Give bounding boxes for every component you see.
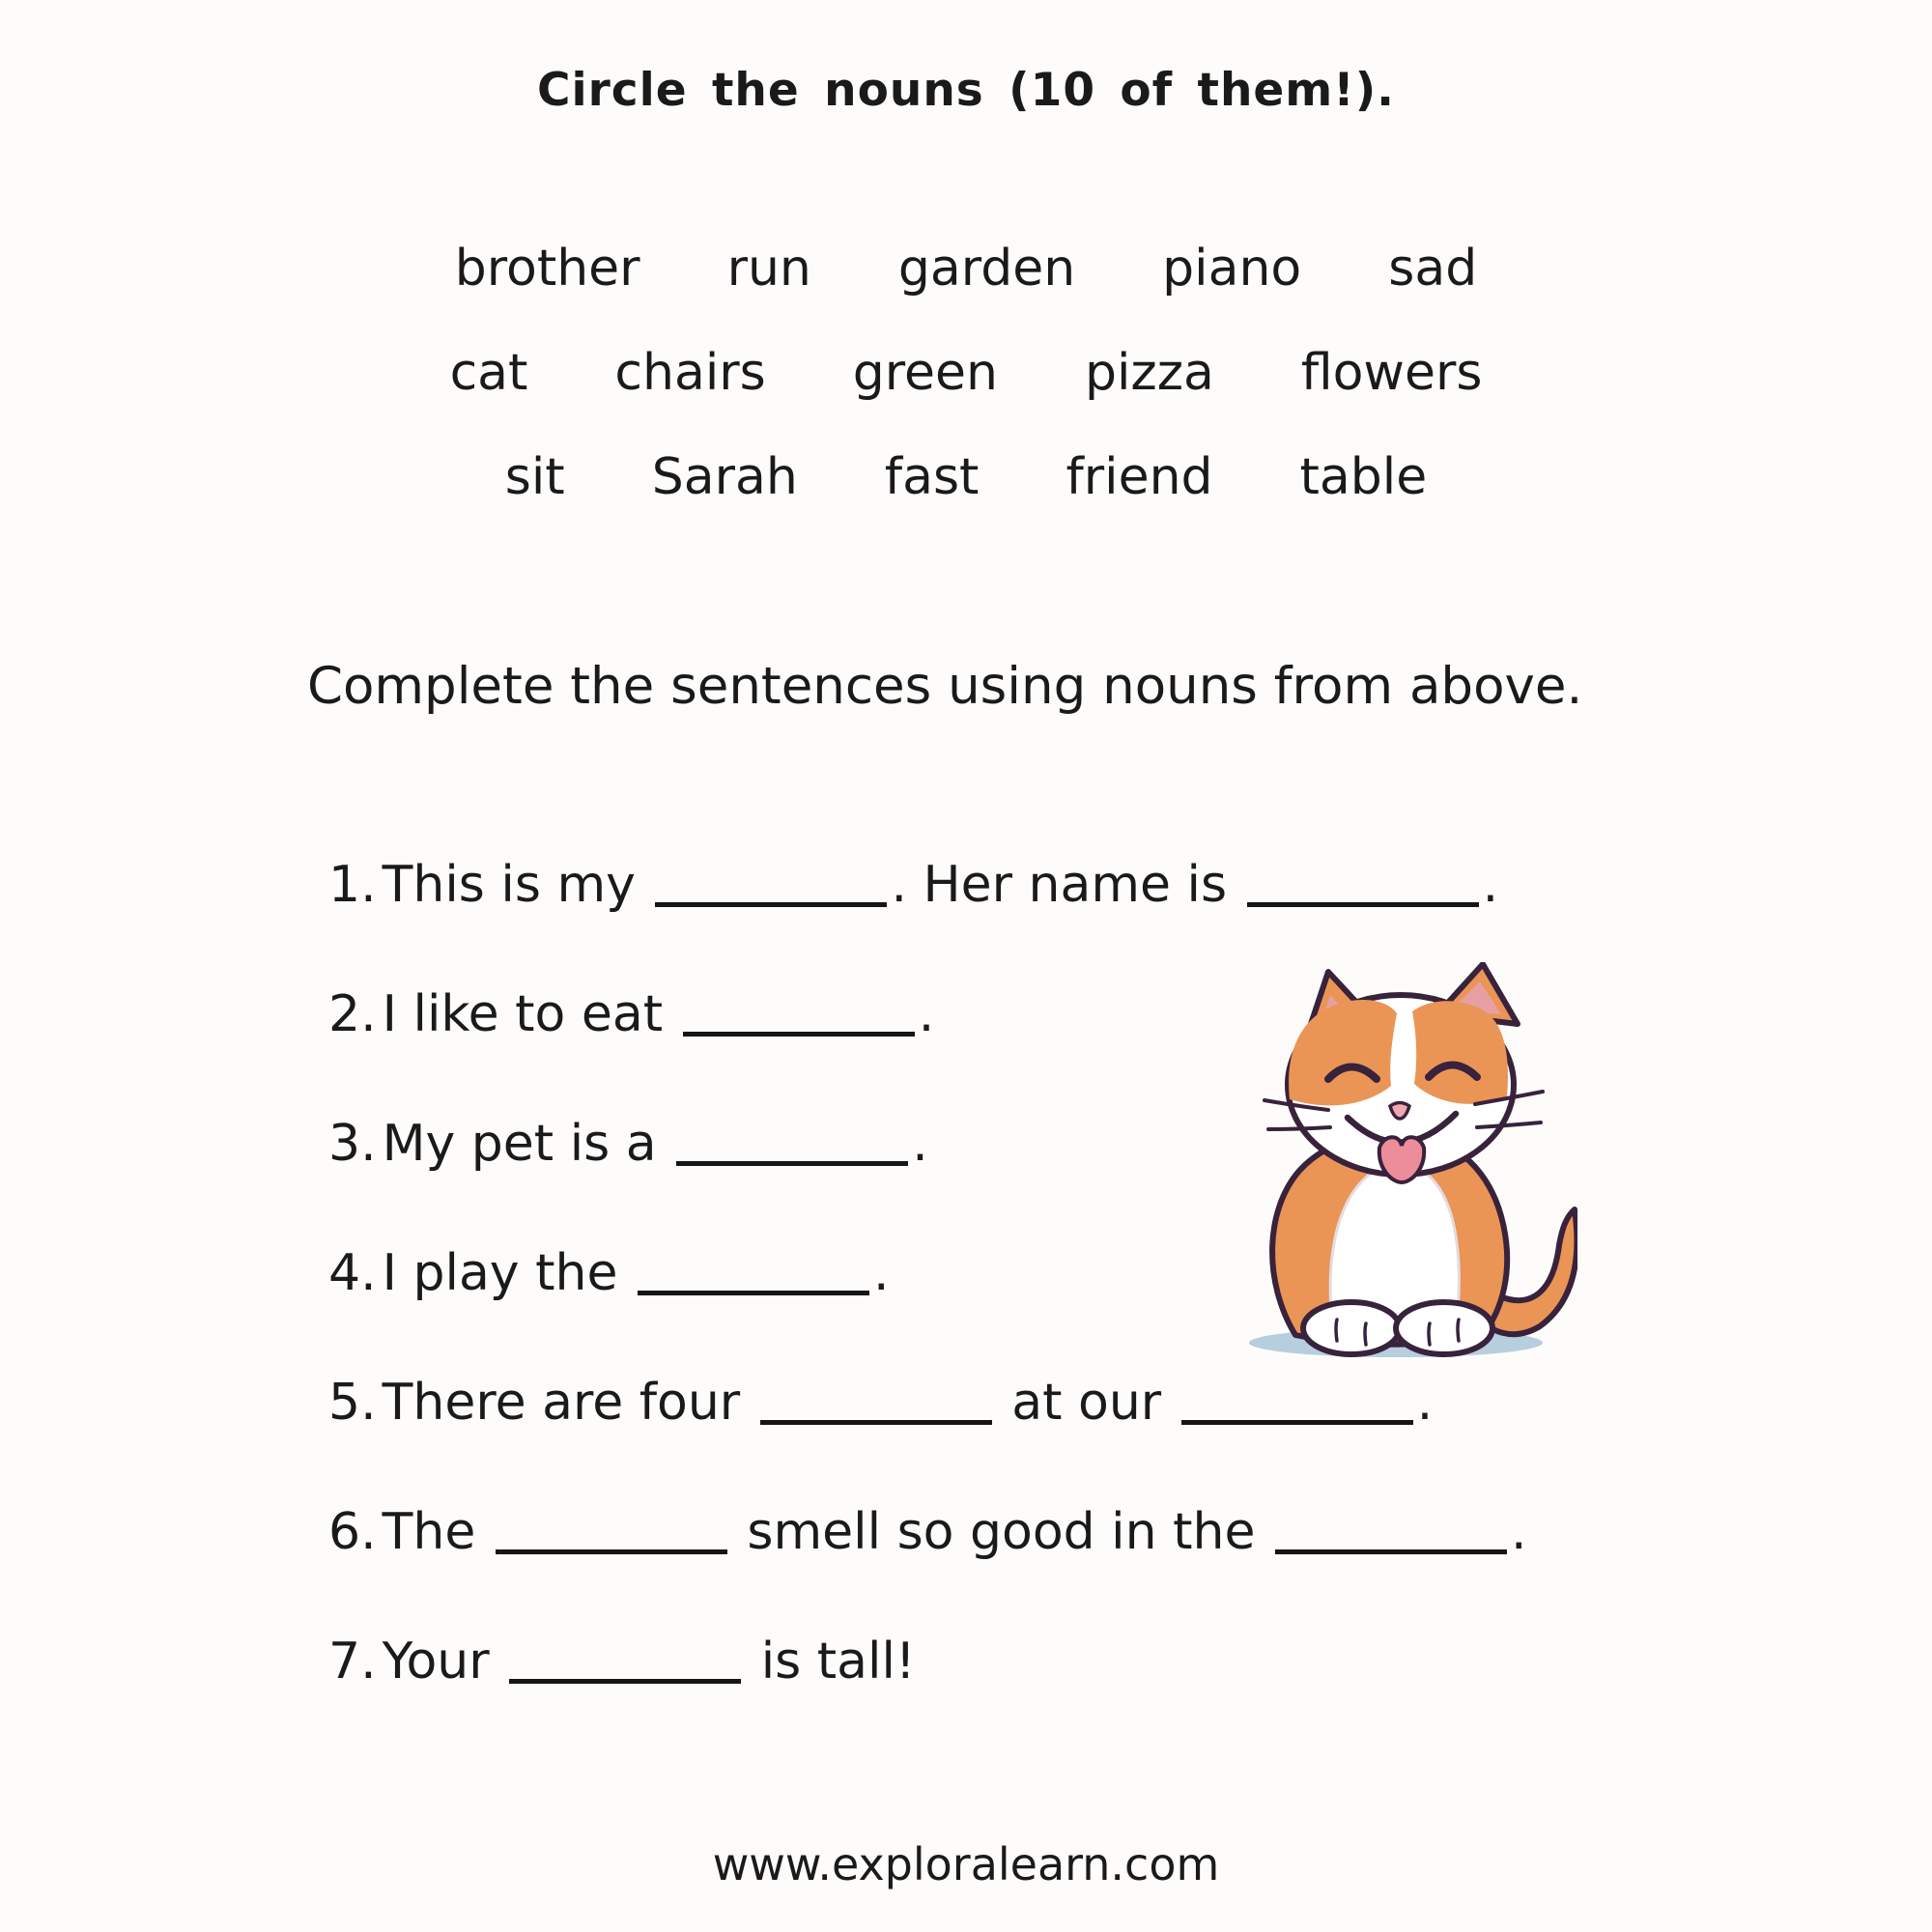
sentence-6 [328, 1502, 1527, 1562]
cat-nose [1390, 1103, 1409, 1120]
sentence-text: . [872, 1244, 890, 1302]
answer-blank[interactable] [760, 1379, 992, 1425]
word-bank-row [0, 238, 1932, 299]
word-bank [0, 238, 1932, 551]
sentence-number: 1. [328, 856, 377, 914]
answer-blank[interactable] [638, 1250, 869, 1295]
sentence-number: 2. [328, 985, 377, 1043]
instruction-text: Complete the sentences using nouns from above. [307, 657, 1583, 716]
sentence-text: There are four [382, 1374, 756, 1432]
footer-url: www.exploralearn.com [712, 1838, 1220, 1890]
sentence-text: I like to eat [382, 985, 679, 1043]
answer-blank[interactable] [1275, 1509, 1507, 1554]
word-bank-word: friend [1065, 448, 1213, 506]
answer-blank[interactable] [509, 1638, 741, 1684]
sentence-text: Your [382, 1633, 506, 1690]
sentence-text: . [1510, 1503, 1527, 1561]
sentence-number: 4. [328, 1244, 377, 1302]
sentence-text: The [382, 1503, 492, 1561]
sentence-1 [328, 855, 1498, 915]
page-title: Circle the nouns (10 of them!). [536, 64, 1396, 117]
answer-blank[interactable] [1181, 1379, 1413, 1425]
sentence-number: 7. [328, 1633, 377, 1690]
answer-blank[interactable] [676, 1121, 908, 1166]
word-bank-word: sit [504, 448, 565, 506]
sentence-3 [328, 1114, 928, 1174]
word-bank-word: run [726, 240, 811, 298]
sentence-text: . [1416, 1374, 1434, 1432]
answer-blank[interactable] [655, 862, 887, 907]
sentence-number: 6. [328, 1503, 377, 1561]
word-bank-word: fast [884, 448, 980, 506]
word-bank-word: Sarah [651, 448, 798, 506]
word-bank-word: brother [454, 240, 640, 298]
word-bank-word: table [1299, 448, 1428, 506]
cat-paw-right [1396, 1302, 1492, 1354]
sentence-text: . [918, 985, 935, 1043]
sentence-text: smell so good in the [730, 1503, 1271, 1561]
sentence-2 [328, 984, 934, 1044]
sentence-text: I play the [382, 1244, 634, 1302]
sentence-number: 3. [328, 1115, 377, 1173]
answer-blank[interactable] [496, 1509, 727, 1554]
word-bank-word: garden [897, 240, 1076, 298]
cat-paw-left [1303, 1302, 1400, 1354]
sentence-text: . [1482, 856, 1499, 914]
word-bank-word: piano [1162, 240, 1302, 298]
cat-illustration [1239, 962, 1577, 1362]
word-bank-word: sad [1388, 240, 1478, 298]
word-bank-row [0, 446, 1932, 508]
sentence-text: This is my [382, 856, 652, 914]
sentence-number: 5. [328, 1374, 377, 1432]
answer-blank[interactable] [683, 991, 915, 1037]
word-bank-word: cat [449, 344, 528, 402]
word-bank-word: flowers [1300, 344, 1483, 402]
word-bank-row [0, 342, 1932, 404]
answer-blank[interactable] [1247, 862, 1479, 907]
sentence-5 [328, 1373, 1433, 1433]
happy-cat-svg [1239, 962, 1577, 1362]
word-bank-word: chairs [614, 344, 766, 402]
sentence-text: . [912, 1115, 928, 1173]
sentence-text: . Her name is [891, 856, 1243, 914]
sentence-text: My pet is a [382, 1115, 673, 1173]
word-bank-word: green [852, 344, 998, 402]
word-bank-word: pizza [1084, 344, 1214, 402]
sentence-text: is tall! [745, 1633, 916, 1690]
sentence-7 [328, 1632, 916, 1691]
cat-head-patch-left [1289, 1000, 1397, 1105]
cat-tongue [1379, 1137, 1424, 1182]
sentence-4 [328, 1243, 890, 1303]
sentence-text: at our [995, 1374, 1178, 1432]
